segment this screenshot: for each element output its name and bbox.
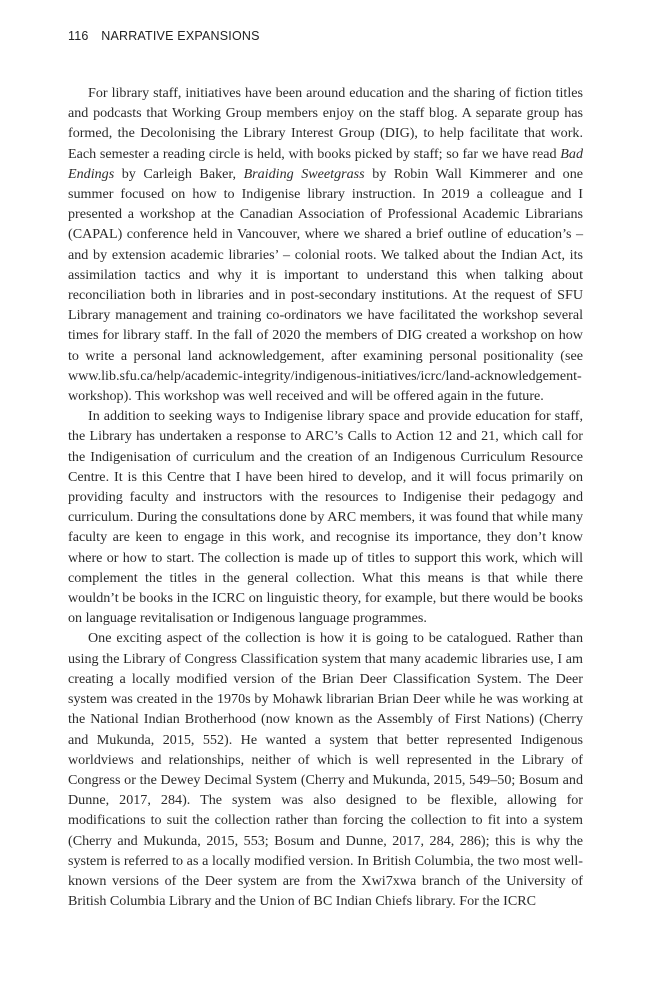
paragraph-2 — [68, 406, 583, 628]
book-title-braiding-sweetgrass: Braiding Sweetgrass — [243, 165, 365, 182]
paragraph-3 — [68, 628, 583, 911]
book-title-bad-endings: Bad Endings — [68, 145, 583, 182]
paragraph-text: One exciting aspect of the collection is how it is going to be catalogued. Rather than using the Library of Congress Classification system that many academic libraries use, I am creating a locally modified version of the Brian Deer Classification System. The Deer system was created in the 1970s by Mohawk librarian Brian Deer while he was working at the National Indian Brotherhood (now known as the Assembly of First Nations) (Cherry and Mukunda, 2015, 552). He wanted a system that better represented Indigenous worldviews and relationships, neither of which is well represented in the Library of Congress or the Dewey Decimal System (Cherry and Mukunda, 2015, 549–50; Bosum and Dunne, 2017, 284). The system was also designed to be flexible, allowing for modifications to suit the collection rather than forcing the collection to fit into a system (Cherry and Mukunda, 2015, 553; Bosum and Dunne, 2017, 284, 286); this is why the system is referred to as a locally modified version. In British Columbia, the two most well-known versions of the Deer system are from the Xwi7xwa branch of the University of British Columbia Library and the Union of BC Indian Chiefs library. For the ICRC — [68, 630, 583, 910]
paragraph-text: For library staff, initiatives have been around education and the sharing of fiction titles and podcasts that Working Group members enjoy on the staff blog. A separate group has formed, the Decolonising the Library Interest Group (DIG), to help facilitate that work. Each semester a reading circle is held, with books picked by staff; so far we have read — [68, 85, 583, 162]
paragraph-text: by Carleigh Baker, — [114, 165, 244, 182]
body-text — [68, 83, 583, 911]
running-title: NARRATIVE EXPANSIONS — [101, 29, 260, 43]
paragraph-text: by Robin Wall Kimmerer and one summer focused on how to Indigenise library instruction. In 2019 a colleague and I presented a workshop at the Canadian Association of Professional Academic Librarians (CAPAL) conference held in Vancouver, where we shared a brief outline of education’s – and by extension academic libraries’ – colonial roots. We talked about the Indian Act, its assimilation tactics and why it is important to understand this when talking about reconciliation both in libraries and in post-secondary institutions. At the request of SFU Library management and training co-ordinators we have facilitated the workshop several times for library staff. In the fall of 2020 the members of DIG created a workshop on how to write a personal land acknowledgement, after examining personal positionality (see www.lib.sfu.ca/help/academic-integrity/indigenous-initiatives/icrc/land-acknowledgement-workshop). This workshop was well received and will be offered again in the future. — [68, 165, 584, 405]
paragraph-1 — [68, 83, 583, 406]
page-number: 116 — [68, 29, 89, 43]
paragraph-text: In addition to seeking ways to Indigenise library space and provide education for staff, the Library has undertaken a response to ARC’s Calls to Action 12 and 21, which call for the Indigenisation of curriculum and the creation of an Indigenous Curriculum Resource Centre. It is this Centre that I have been hired to develop, and it will focus primarily on providing faculty and instructors with the resources to Indigenise their pedagogy and curriculum. During the consultations done by ARC members, it was found that while many faculty are keen to engage in this work, and recognise its importance, they don’t know where or how to start. The collection is made up of titles to support this work, which will complement the titles in the general collection. What this means is that while there wouldn’t be books in the ICRC on linguistic theory, for example, but there would be books on language revitalisation or Indigenous language programmes. — [68, 408, 583, 627]
running-head — [68, 29, 260, 43]
